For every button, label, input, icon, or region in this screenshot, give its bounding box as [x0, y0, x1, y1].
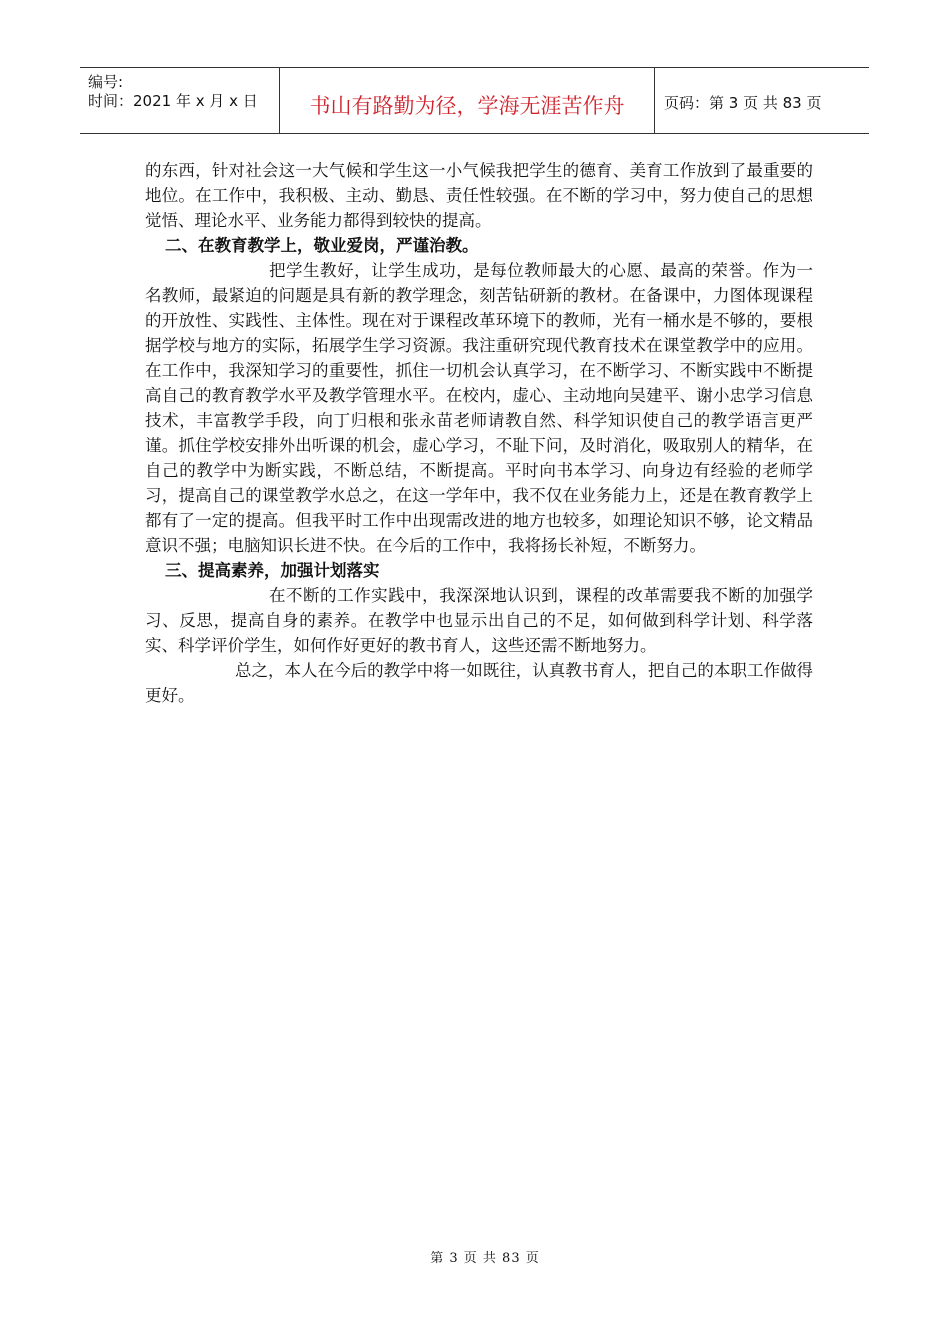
document-number-label: 编号: [88, 73, 124, 91]
document-body [145, 158, 813, 708]
document-date: 时间：2021 年 x 月 x 日 [88, 92, 258, 110]
page-header [80, 67, 869, 134]
paragraph-2: 把学生教好，让学生成功，是每位教师最大的心愿、最高的荣誉。作为一名教师，最紧迫的问题是具有新的教学理念，刻苦钻研新的教材。在备课中，力图体现课程的开放性、实践性、主体性。现在对于课程改革环境下的教师，光有一桶水是不够的，要根据学校与地方的实际，拓展学生学习资源。我注重研究现代教育技术在课堂教学中的应用。在工作中，我深知学习的重要性，抓住一切机会认真学习，在不断学习、不断实践中不断提高自己的教育教学水平及教学管理水平。在校内，虚心、主动地向吴建平、谢小忠学习信息技术，丰富教学手段，向丁归根和张永苗老师请教自然、科学知识使自己的教学语言更严谨。抓住学校安排外出听课的机会，虚心学习，不耻下问，及时消化，吸取别人的精华，在自己的教学中为断实践，不断总结，不断提高。平时向书本学习、向身边有经验的老师学习，提高自己的课堂教学水总之，在这一学年中，我不仅在业务能力上，还是在教育教学上都有了一定的提高。但我平时工作中出现需改进的地方也较多，如理论知识不够，论文精品意识不强；电脑知识长进不快。在今后的工作中，我将扬长补短，不断努力。 [145, 261, 813, 555]
paragraph-3: 在不断的工作实践中，我深深地认识到，课程的改革需要我不断的加强学习、反思，提高自身的素养。在教学中也显示出自己的不足，如何做到科学计划、科学落实、科学评价学生，如何作好更好的教书育人，这些还需不断地努力。 [145, 586, 813, 655]
paragraph-1: 的东西，针对社会这一大气候和学生这一小气候我把学生的德育、美育工作放到了最重要的地位。在工作中，我积极、主动、勤恳、责任性较强。在不断的学习中，努力使自己的思想觉悟、理论水平、业务能力都得到较快的提高。 [145, 161, 813, 230]
section-heading-3: 三、提高素养，加强计划落实 [165, 561, 380, 580]
page-footer: 第 3 页 共 83 页 [430, 1251, 540, 1266]
header-motto: 书山有路勤为径，学海无涯苦作舟 [280, 68, 655, 133]
header-meta [80, 68, 280, 133]
section-heading-2: 二、在教育教学上，敬业爱岗，严谨治教。 [165, 236, 479, 255]
paragraph-4: 总之，本人在今后的教学中将一如既往，认真教书育人，把自己的本职工作做得更好。 [145, 661, 813, 705]
header-page-number: 页码：第 3 页 共 83 页 [664, 94, 822, 112]
